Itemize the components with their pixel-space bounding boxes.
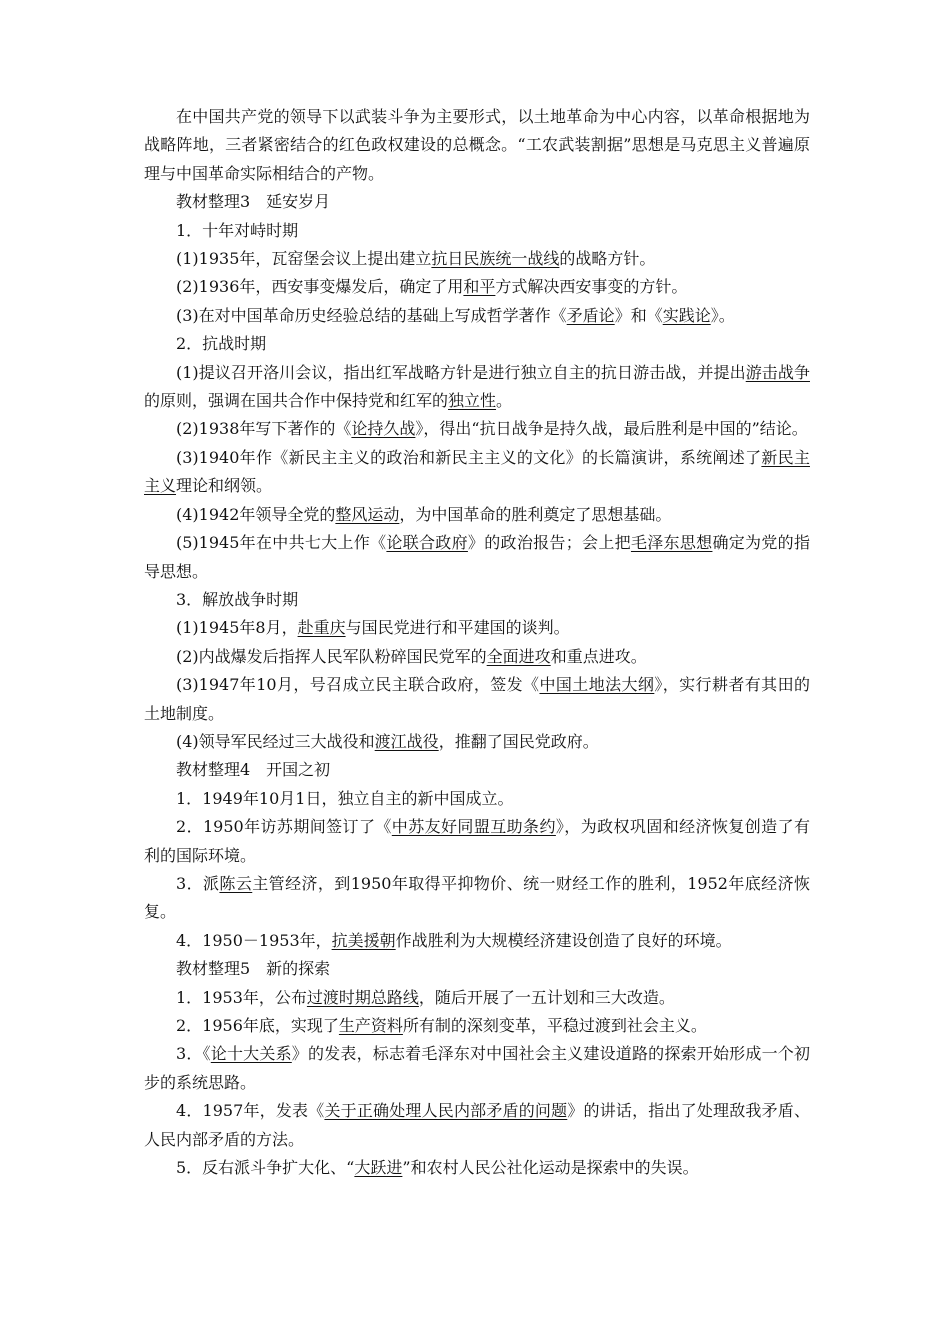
answer-blank: 论联合政府 — [386, 533, 468, 553]
section-3-heading-2: 2．抗战时期 — [176, 334, 267, 354]
answer-blank: 新民主主义 — [144, 447, 810, 496]
item-5-2: 2．1956年底，实现了生产资料所有制的深刻变革，平稳过渡到社会主义。 — [176, 1016, 707, 1035]
answer-blank: 独立性 — [448, 391, 497, 411]
answer-blank: 整风运动 — [335, 504, 400, 524]
item-3-2-4: (4)1942年领导全党的整风运动，为中国革命的胜利奠定了思想基础。 — [176, 504, 672, 524]
answer-blank: 游击战争 — [745, 362, 810, 382]
item-4-4: 4．1950－1953年，抗美援朝作战胜利为大规模经济建设创造了良好的环境。 — [176, 930, 732, 950]
item-3-3-1: (1)1945年8月，赴重庆与国民党进行和平建国的谈判。 — [176, 618, 570, 638]
answer-blank: 陈云 — [219, 873, 253, 893]
section-3-heading-1: 1．十年对峙时期 — [176, 220, 299, 240]
section-5-title: 教材整理5 新的探索 — [176, 959, 331, 979]
answer-blank: 渡江战役 — [374, 731, 439, 751]
intro-paragraph: 在中国共产党的领导下以武装斗争为主要形式，以土地革命为中心内容，以革命根据地为战略阵地，三者紧密结合的红色政权建设的总概念。“工农武装割据”思想是马克思主义普遍原理与中国革命实际相结合的产物。 — [144, 107, 810, 183]
item-5-5: 5．反右派斗争扩大化、“大跃进”和农村人民公社化运动是探索中的失误。 — [176, 1158, 699, 1178]
item-4-1: 1．1949年10月1日，独立自主的新中国成立。 — [176, 788, 514, 808]
item-3-2-1: (1)提议召开洛川会议，指出红军战略方针是进行独立自主的抗日游击战，并提出游击战争的原则，强调在国共合作中保持党和红军的独立性。 — [144, 362, 810, 411]
item-4-3: 3．派陈云主管经济，到1950年取得平抑物价、统一财经工作的胜利，1952年底经济恢复。 — [144, 873, 810, 922]
answer-blank: 论十大关系 — [210, 1044, 292, 1064]
item-3-1-1: (1)1935年，瓦窑堡会议上提出建立抗日民族统一战线的战略方针。 — [176, 249, 656, 269]
answer-blank: 大跃进 — [354, 1158, 403, 1178]
item-3-1-3: (3)在对中国革命历史经验总结的基础上写成哲学著作《矛盾论》和《实践论》。 — [176, 305, 735, 325]
item-5-1: 1．1953年，公布过渡时期总路线，随后开展了一五计划和三大改造。 — [176, 987, 675, 1007]
answer-blank: 抗美援朝 — [331, 930, 396, 950]
answer-blank: 论持久战 — [351, 419, 416, 439]
answer-blank: 生产资料 — [338, 1016, 403, 1035]
answer-blank: 抗日民族统一战线 — [431, 249, 560, 269]
answer-blank: 中苏友好同盟互助条约 — [391, 817, 556, 837]
answer-blank: 和平 — [463, 277, 496, 297]
item-3-2-2: (2)1938年写下著作的《论持久战》，得出“抗日战争是持久战，最后胜利是中国的”结论。 — [176, 419, 808, 439]
item-3-2-3: (3)1940年作《新民主主义的政治和新民主主义的文化》的长篇演讲，系统阐述了新民主主义理论和纲领。 — [144, 447, 810, 496]
item-3-3-3: (3)1947年10月，号召成立民主联合政府，签发《中国土地法大纲》，实行耕者有其田的土地制度。 — [144, 675, 810, 723]
item-3-3-2: (2)内战爆发后指挥人民军队粉碎国民党军的全面进攻和重点进攻。 — [176, 646, 647, 666]
item-5-3: 3．《论十大关系》的发表，标志着毛泽东对中国社会主义建设道路的探索开始形成一个初步的系统思路。 — [144, 1044, 810, 1092]
answer-blank: 中国土地法大纲 — [539, 675, 655, 695]
answer-blank: 毛泽东思想 — [630, 533, 713, 553]
answer-blank: 过渡时期总路线 — [306, 987, 419, 1007]
answer-blank: 赴重庆 — [297, 618, 346, 638]
section-3-heading-3: 3．解放战争时期 — [176, 589, 299, 609]
document-page — [144, 103, 810, 1182]
answer-blank: 全面进攻 — [486, 646, 551, 666]
answer-blank: 关于正确处理人民内部矛盾的问题 — [324, 1101, 568, 1121]
section-3-title: 教材整理3 延安岁月 — [176, 192, 331, 212]
answer-blank: 实践论 — [662, 305, 711, 325]
answer-blank: 矛盾论 — [566, 305, 615, 325]
section-4-title: 教材整理4 开国之初 — [176, 760, 331, 780]
item-5-4: 4．1957年，发表《关于正确处理人民内部矛盾的问题》的讲话，指出了处理敌我矛盾、人民内部矛盾的方法。 — [144, 1101, 810, 1149]
item-4-2: 2．1950年访苏期间签订了《中苏友好同盟互助条约》，为政权巩固和经济恢复创造了有利的国际环境。 — [144, 817, 810, 865]
item-3-1-2: (2)1936年，西安事变爆发后，确定了用和平方式解决西安事变的方针。 — [176, 277, 688, 297]
item-3-3-4: (4)领导军民经过三大战役和渡江战役，推翻了国民党政府。 — [176, 731, 599, 751]
item-3-2-5: (5)1945年在中共七大上作《论联合政府》的政治报告；会上把毛泽东思想确定为党的指导思想。 — [144, 533, 810, 581]
